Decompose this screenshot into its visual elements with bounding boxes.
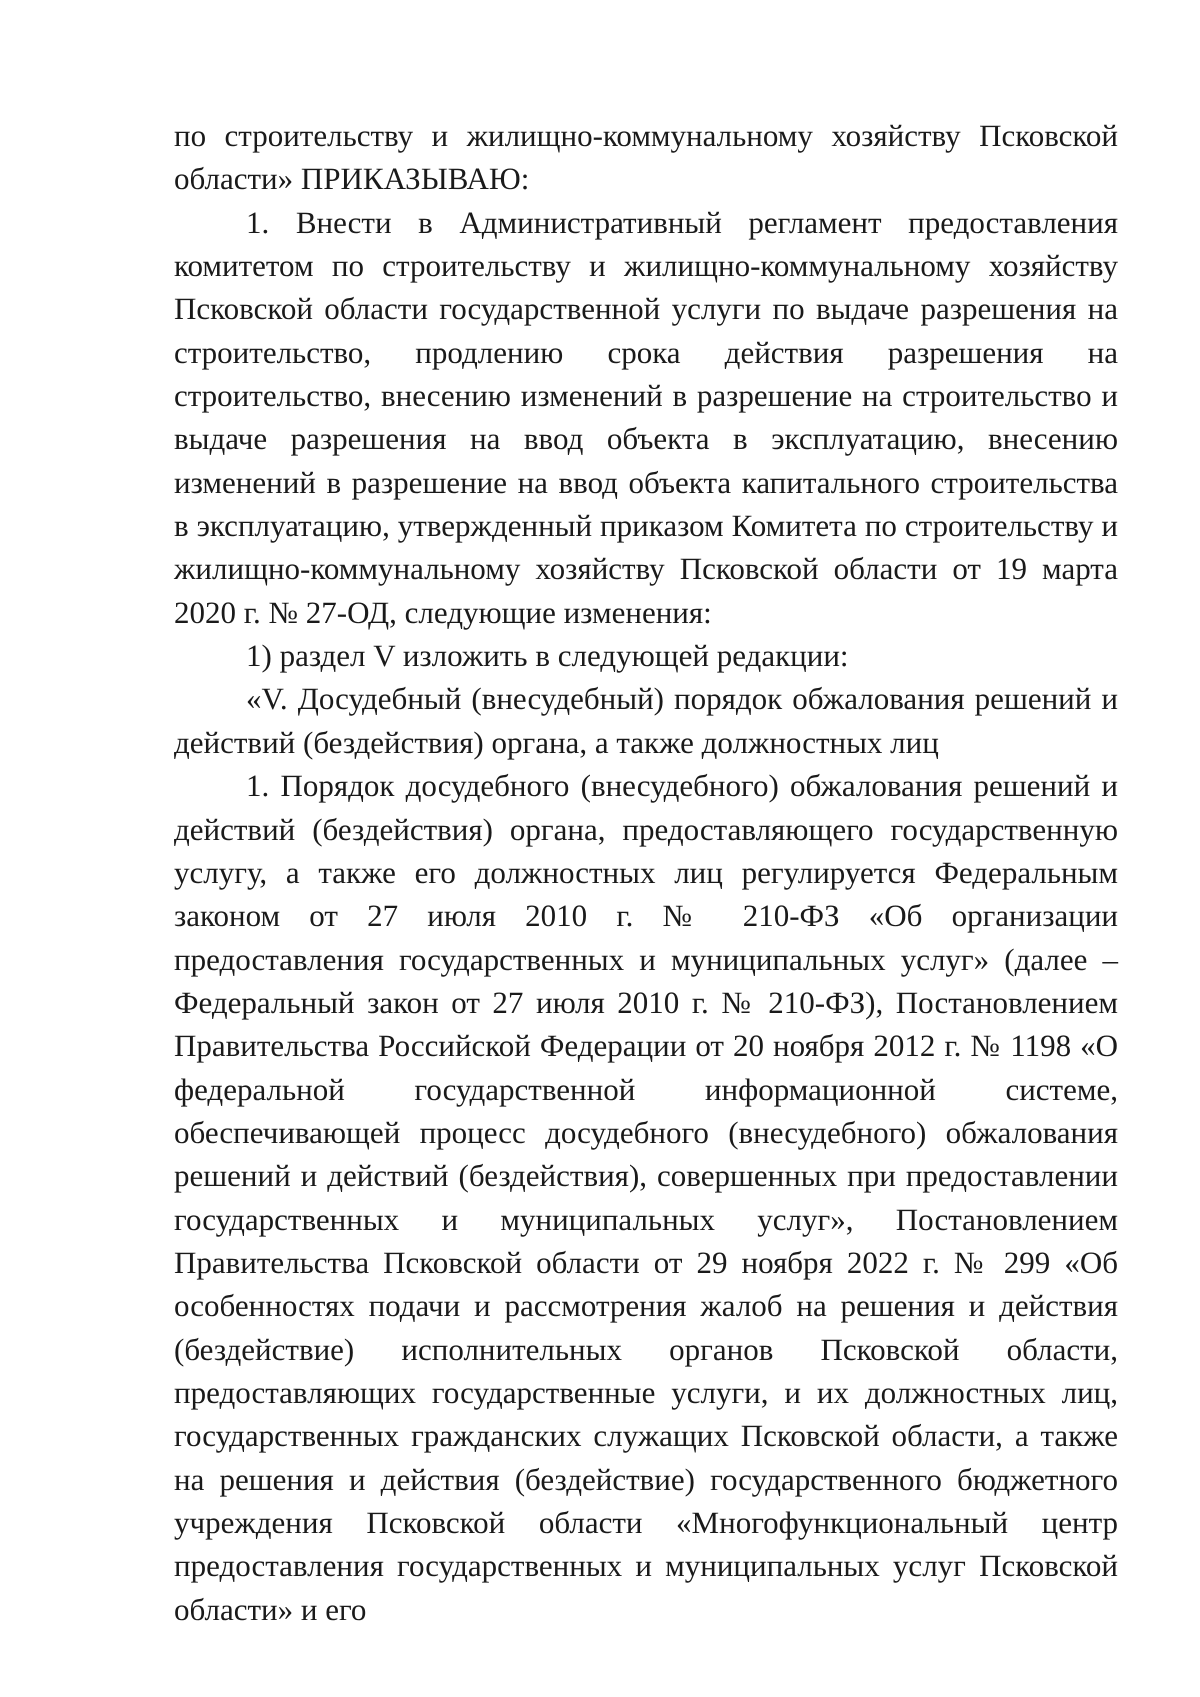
paragraph-section-v-heading: «V. Досудебный (внесудебный) порядок обжалования решений и действий (бездействия) органа, а также должностных лиц <box>174 681 1118 760</box>
paragraph-item-1-amend-regulation: 1. Внести в Административный регламент предоставления комитетом по строительству и жилищно-коммунальному хозяйству Псковской области государственной услуги по выдаче разрешения на строительство, продлению срока действия разрешения на строительство, внесению изменений в разрешение на строительство и выдаче разрешения на ввод объекта в эксплуатацию, внесению изменений в разрешение на ввод объекта капитального строительства в эксплуатацию, утвержденный приказом Комитета по строительству и жилищно-коммунальному хозяйству Псковской области от 19 марта 2020 г. № 27-ОД, следующие изменения: <box>174 204 1118 630</box>
paragraph-order-intro: по строительству и жилищно-коммунальному хозяйству Псковской области» ПРИКАЗЫВАЮ: <box>174 118 1118 197</box>
document-body <box>174 114 1118 1631</box>
paragraph-section-v-item-1: 1. Порядок досудебного (внесудебного) обжалования решений и действий (бездействия) органа, предоставляющего государственную услугу, а также его должностных лиц регулируется Федеральным законом от 27 июля 2010 г. № 210-ФЗ «Об организации предоставления государственных и муниципальных услуг» (далее – Федеральный закон от 27 июля 2010 г. № 210-ФЗ), Постановлением Правительства Российской Федерации от 20 ноября 2012 г. № 1198 «О федеральной государственной информационной системе, обеспечивающей процесс досудебного (внесудебного) обжалования решений и действий (бездействия), совершенных при предоставлении государственных и муниципальных услуг», Постановлением Правительства Псковской области от 29 ноября 2022 г. № 299 «Об особенностях подачи и рассмотрения жалоб на решения и действия (бездействие) исполнительных органов Псковской области, предоставляющих государственные услуги, и их должностных лиц, государственных гражданских служащих Псковской области, а также на решения и действия (бездействие) государственного бюджетного учреждения Псковской области «Многофункциональный центр предоставления государственных и муниципальных услуг Псковской области» и его <box>174 768 1118 1627</box>
paragraph-subitem-1-section-v: 1) раздел V изложить в следующей редакции: <box>246 638 849 674</box>
